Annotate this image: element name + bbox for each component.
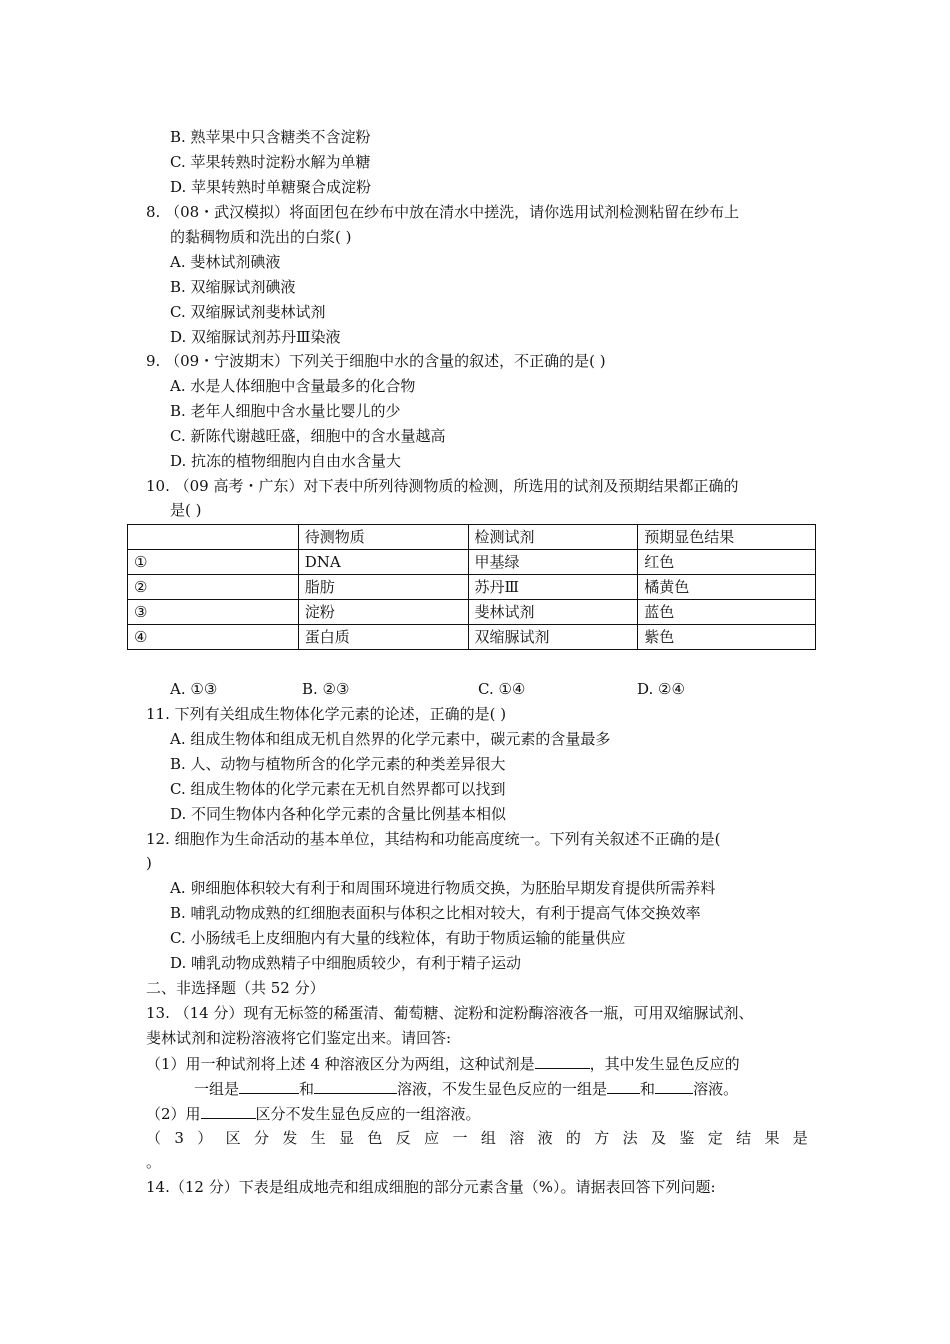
q10-choice-c: C. ①④ [478,680,526,698]
q9-stem: 9. （09・宁波期末）下列关于细胞中水的含量的叙述，不正确的是( ) [146,352,606,370]
q10-choice-d: D. ②④ [637,680,685,698]
table-header-cell: 检测试剂 [468,525,638,550]
q13-part1-text: ，其中发生显色反应的 [589,1055,740,1073]
table-cell: 红色 [638,550,816,575]
q13-part3-char: 果 [764,1129,780,1147]
table-cell: ① [128,550,299,575]
q8-stem-cont: 的黏稠物质和洗出的白浆( ) [170,228,352,246]
q13-part3-char: 发 [282,1129,298,1147]
q13-part3-char: 反 [395,1129,411,1147]
q13-part3-char: （ [146,1129,162,1147]
q13-part3-char: 鉴 [679,1129,695,1147]
q13-stem-cont: 斐林试剂和淀粉溶液将它们鉴定出来。请回答: [146,1029,452,1047]
q8-option-b: B. 双缩脲试剂碘液 [170,278,296,296]
q12-stem: 12. 细胞作为生命活动的基本单位，其结构和功能高度统一。下列有关叙述不正确的是( [146,830,721,848]
q12-option-b: B. 哺乳动物成熟的红细胞表面积与体积之比相对较大，有利于提高气体交换效率 [170,904,701,922]
q13-part2-text: （2）用 [146,1105,201,1123]
q11-option-c: C. 组成生物体的化学元素在无机自然界都可以找到 [170,780,506,798]
table-cell: 蛋白质 [298,625,468,650]
q11-option-b: B. 人、动物与植物所含的化学元素的种类差异很大 [170,755,506,773]
q12-option-d: D. 哺乳动物成熟精子中细胞质较少，有利于精子运动 [170,954,522,972]
q13-part1-text: 和 [640,1080,656,1098]
q13-part1-cont [194,1078,738,1099]
q13-part3-end: 。 [146,1153,162,1171]
q10-choice-b: B. ②③ [302,680,350,698]
q13-part3 [146,1128,808,1148]
table-cell: 紫色 [638,625,816,650]
q13-part3-char: 的 [565,1129,581,1147]
table-cell: 脂肪 [298,575,468,600]
q10-table [127,524,816,650]
q13-part3-char: 区 [225,1129,241,1147]
section-heading: 二、非选择题（共 52 分） [146,979,325,997]
table-header-row [128,525,816,550]
table-cell: 双缩脲试剂 [468,625,638,650]
answer-blank[interactable] [535,1053,590,1069]
q13-part3-char: 3 [174,1129,184,1147]
q12-option-c: C. 小肠绒毛上皮细胞内有大量的线粒体，有助于物质运输的能量供应 [170,929,626,947]
q8-option-a: A. 斐林试剂碘液 [170,253,281,271]
q13-part2-text: 区分不发生显色反应的一组溶液。 [255,1105,481,1123]
answer-blank[interactable] [314,1078,397,1094]
table-row [128,550,816,575]
q8-option-c: C. 双缩脲试剂斐林试剂 [170,303,326,321]
table-header-cell: 待测物质 [298,525,468,550]
q13-part3-char: 溶 [509,1129,525,1147]
q13-part1 [146,1053,740,1074]
q13-part3-char: 应 [424,1129,440,1147]
q13-part3-char: 色 [367,1129,383,1147]
q9-option-c: C. 新陈代谢越旺盛，细胞中的含水量越高 [170,427,446,445]
q13-part2 [146,1103,481,1124]
q13-part3-char: ） [197,1129,213,1147]
q13-part3-char: 方 [594,1129,610,1147]
q11-option-a: A. 组成生物体和组成无机自然界的化学元素中，碳元素的含量最多 [170,730,611,748]
table-cell: 甲基绿 [468,550,638,575]
q7-option-d: D. 苹果转熟时单糖聚合成淀粉 [170,178,372,196]
q13-part3-char: 是 [792,1129,808,1147]
q13-part3-char: 组 [480,1129,496,1147]
table-cell: 橘黄色 [638,575,816,600]
q14-stem: 14.（12 分）下表是组成地壳和组成细胞的部分元素含量（%）。请据表回答下列问题: [146,1178,716,1196]
q9-option-b: B. 老年人细胞中含水量比婴儿的少 [170,402,401,420]
table-cell: DNA [298,550,468,575]
q13-stem: 13. （14 分）现有无标签的稀蛋清、葡萄糖、淀粉和淀粉酶溶液各一瓶，可用双缩脲试剂、 [146,1004,754,1022]
table-cell: 淀粉 [298,600,468,625]
table-row [128,575,816,600]
q8-stem: 8. （08・武汉模拟）将面团包在纱布中放在清水中搓洗，请你选用试剂检测粘留在纱布上 [146,203,740,221]
table-header-cell: 预期显色结果 [638,525,816,550]
answer-blank[interactable] [655,1078,693,1094]
q13-part1-text: 溶液。 [693,1080,739,1098]
table-cell: ③ [128,600,299,625]
table-cell: 蓝色 [638,600,816,625]
q13-part3-char: 及 [651,1129,667,1147]
q13-part1-text: 一组是 [194,1080,240,1098]
q13-part3-char: 显 [339,1129,355,1147]
q8-option-d: D. 双缩脲试剂苏丹Ⅲ染液 [170,328,341,346]
answer-blank[interactable] [239,1078,299,1094]
q13-part3-char: 定 [707,1129,723,1147]
q11-option-d: D. 不同生物体内各种化学元素的含量比例基本相似 [170,805,507,823]
table-cell: 苏丹Ⅲ [468,575,638,600]
q13-part1-text: 和 [299,1080,315,1098]
table-cell: 斐林试剂 [468,600,638,625]
q13-part1-text: 溶液，不发生显色反应的一组是 [397,1080,608,1098]
q12-option-a: A. 卵细胞体积较大有利于和周围环境进行物质交换，为胚胎早期发育提供所需养料 [170,879,716,897]
table-cell: ④ [128,625,299,650]
q11-stem: 11. 下列有关组成生物体化学元素的论述，正确的是( ) [146,705,507,723]
q10-stem-cont: 是( ) [170,501,202,519]
q13-part3-char: 法 [622,1129,638,1147]
answer-blank[interactable] [201,1103,256,1119]
table-row [128,600,816,625]
q10-stem: 10. （09 高考・广东）对下表中所列待测物质的检测，所选用的试剂及预期结果都正确的 [146,477,739,495]
q9-option-a: A. 水是人体细胞中含量最多的化合物 [170,377,416,395]
q13-part3-char: 结 [736,1129,752,1147]
q10-choice-a: A. ①③ [170,680,218,698]
q7-option-b: B. 熟苹果中只含糖类不含淀粉 [170,128,371,146]
answer-blank[interactable] [607,1078,640,1094]
q9-option-d: D. 抗冻的植物细胞内自由水含量大 [170,452,402,470]
q13-part3-char: 分 [253,1129,269,1147]
table-cell: ② [128,575,299,600]
table-row [128,625,816,650]
q12-stem-cont: ) [146,854,152,872]
q7-option-c: C. 苹果转熟时淀粉水解为单糖 [170,153,371,171]
q13-part3-char: 生 [310,1129,326,1147]
q13-part3-char: 一 [452,1129,468,1147]
q13-part1-text: （1）用一种试剂将上述 4 种溶液区分为两组，这种试剂是 [146,1055,535,1073]
table-header-cell [128,525,299,550]
q13-part3-char: 液 [537,1129,553,1147]
